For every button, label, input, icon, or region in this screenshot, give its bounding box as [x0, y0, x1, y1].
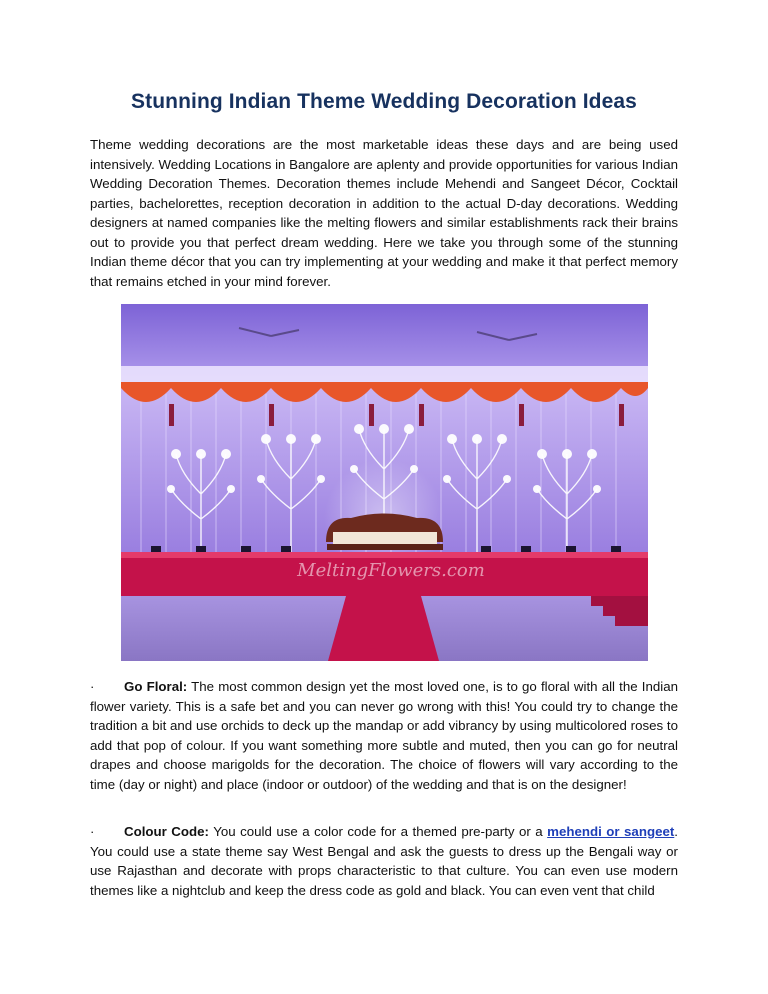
colour-code-paragraph	[90, 822, 678, 900]
go-floral-heading: Go Floral:	[124, 679, 188, 694]
intro-text-1: Theme wedding decorations	[90, 137, 266, 152]
colour-code-body-1: You could use a color code for a themed pre-party or a	[208, 824, 548, 839]
stage-edge	[121, 552, 648, 558]
colour-code-heading: Colour Code:	[124, 824, 209, 839]
intro-text-2: are the most marketable ideas these days and are being used intensively.	[90, 137, 678, 172]
wedding-sofa	[326, 514, 443, 551]
red-carpet	[328, 596, 439, 661]
colour-code-body-2: . You could use a state theme say West Bengal and ask the guests to dress up the Bengali way or use Rajasthan and decorate with props characteristic to that culture. You can even use modern themes like a nightclub and keep the dress code as gold and black. You can even vent that child	[90, 824, 678, 898]
intro-text-3: Wedding Locations in Bangalore	[158, 156, 350, 172]
go-floral-paragraph	[90, 677, 678, 794]
ceiling-light-strip	[121, 366, 648, 382]
bullet-marker: ·	[90, 824, 95, 839]
watermark: MeltingFlowers.com	[297, 560, 485, 581]
stage-decoration-photo	[121, 304, 648, 661]
page-title: Stunning Indian Theme Wedding Decoration Ideas	[131, 90, 637, 113]
bullet-marker: ·	[90, 679, 95, 694]
intro-paragraph	[90, 135, 678, 291]
intro-text-4: are aplenty and provide opportunities for various Indian Wedding Decoration Themes. Decoration themes include Mehendi and Sangeet Décor, Cocktail parties, bachelorettes, reception decoration in addition to the actual D-day decorations. Wedding designers at named companies like the melting flowers and similar establishments rack their brains out to provide you that perfect dream wedding. Here we take you through some of the stunning Indian theme décor that you can try implementing at your wedding and make it that perfect memory that remains etched in your mind forever.	[90, 156, 679, 289]
mehendi-sangeet-link[interactable]: mehendi or sangeet	[547, 824, 675, 839]
go-floral-body: The most common design yet the most loved one, is to go floral with all the Indian flower variety. This is a safe bet and you can never go wrong with this! You could try to change the tradition a bit and use orchids to deck up the mandap or add vibrancy by using multicolored roses to add that pop of colour. If you want something more subtle and muted, then you can go for neutral drapes and choose marigolds for the decoration. The choice of flowers will vary according to the time (day or night) and place (indoor or outdoor) of the wedding and that is on the designer!	[90, 679, 678, 792]
